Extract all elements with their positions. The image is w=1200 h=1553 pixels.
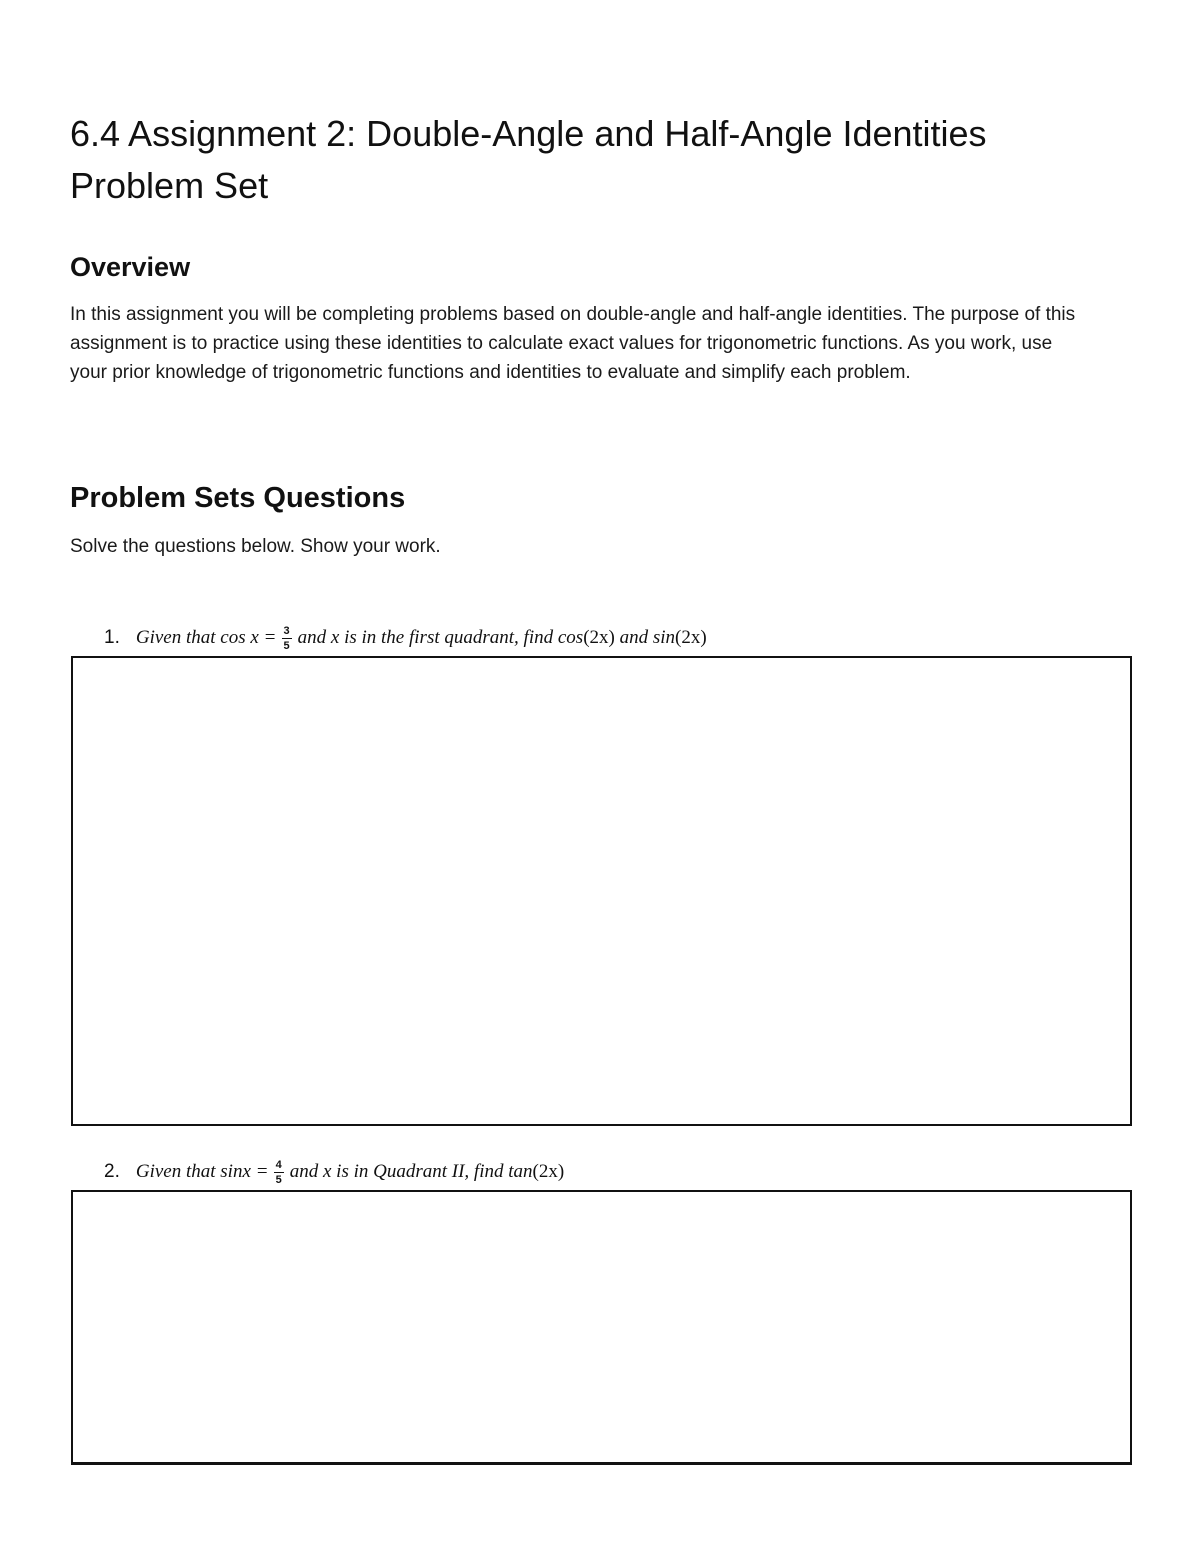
question-argument: (2x) — [532, 1161, 565, 1182]
question-argument-2: (2x) — [675, 627, 707, 648]
answer-box-question-2[interactable] — [71, 1190, 1132, 1465]
question-2 — [104, 1152, 564, 1192]
answer-box-question-1[interactable] — [71, 656, 1132, 1126]
question-number: 2. — [104, 1161, 120, 1182]
question-lead: Given that cos x — [135, 627, 259, 648]
fraction-numerator: 4 — [275, 1158, 282, 1171]
question-condition: and x is in the first quadrant, — [297, 627, 519, 648]
overview-heading: Overview — [70, 252, 191, 282]
question-condition: and x is in Quadrant II, — [289, 1161, 470, 1182]
question-argument: (2x) — [583, 627, 615, 648]
fraction — [282, 625, 292, 652]
fraction-numerator: 3 — [283, 624, 290, 637]
page-title: 6.4 Assignment 2: Double-Angle and Half-Angle Identities Problem Set — [70, 113, 987, 206]
fraction-denominator: 5 — [275, 1173, 282, 1186]
question-task-continued: and sin — [619, 627, 676, 648]
question-lead: Given that sinx — [135, 1161, 251, 1182]
overview-paragraph: In this assignment you will be completing problems based on double-angle and half-angle identities. The purpose of this assignment is to practice using these identities to calculate exact values for trigonometric functions. As you work, use your prior knowledge of trigonometric functions and identities to evaluate and simplify each problem. — [70, 304, 1076, 383]
equals-sign: = — [256, 1161, 268, 1182]
question-task: find cos — [523, 627, 584, 648]
question-task: find tan — [473, 1161, 533, 1182]
fraction-denominator: 5 — [283, 639, 290, 652]
question-1 — [104, 618, 707, 658]
question-number: 1. — [104, 627, 120, 648]
equals-sign: = — [264, 627, 276, 648]
fraction — [274, 1159, 284, 1186]
instructions-text: Solve the questions below. Show your work. — [70, 536, 441, 557]
problem-sets-heading: Problem Sets Questions — [70, 482, 406, 514]
